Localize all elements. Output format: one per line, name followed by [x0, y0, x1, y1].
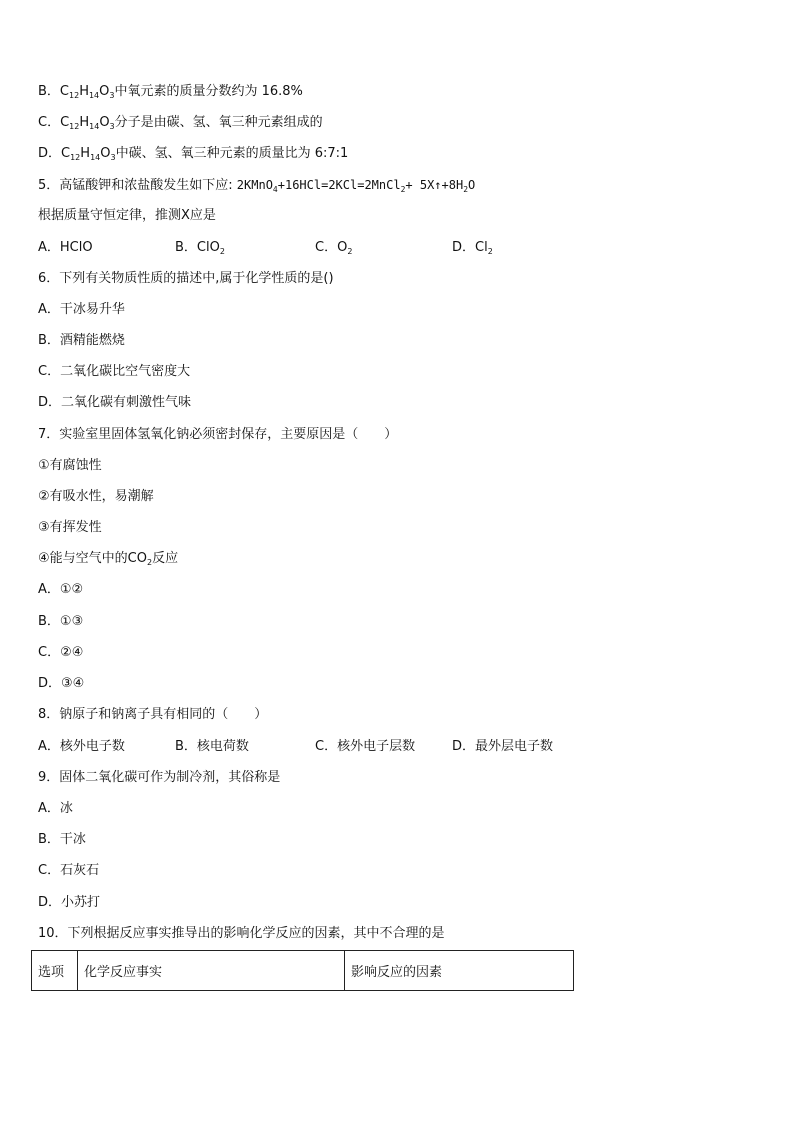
- q10-header-fact: 化学反应事实: [78, 951, 345, 991]
- q6-stem: 6．下列有关物质性质的描述中,属于化学性质的是(): [38, 271, 334, 286]
- q6-option-a: A．干冰易升华: [38, 302, 125, 317]
- q9-option-c: C．石灰石: [38, 863, 100, 878]
- q6-option-b: B．酒精能燃烧: [38, 333, 125, 348]
- q5-option-b: B．ClO$_2$: [175, 240, 225, 256]
- q4-option-c: C．$C_{12}H_{14}O_3$分子是由碳、氢、氧三种元素组成的: [38, 115, 323, 131]
- q5-options: [38, 240, 598, 256]
- q8-options: [38, 739, 598, 755]
- q4-option-b: B．$C_{12}H_{14}O_3$中氧元素的质量分数约为 16.8%: [38, 84, 303, 100]
- table-row: [32, 951, 574, 991]
- q9-option-d: D．小苏打: [38, 895, 101, 910]
- q10-table: [31, 950, 574, 991]
- q7-option-b: B．①③: [38, 614, 84, 629]
- q7-item-4: ④能与空气中的$CO_2$反应: [38, 551, 179, 567]
- q8-option-a: A．核外电子数: [38, 739, 125, 754]
- q8-option-c: C．核外电子层数: [315, 739, 416, 754]
- q5-line2: 根据质量守恒定律，推测X应是: [38, 208, 216, 223]
- q10-header-factor: 影响反应的因素: [345, 951, 574, 991]
- q7-option-a: A．①②: [38, 582, 84, 597]
- q7-item-3: ③有挥发性: [38, 520, 102, 535]
- q5-option-d: D．$Cl_2$: [452, 240, 493, 256]
- q5-option-a: A．HClO: [38, 240, 93, 255]
- q5-equation: 2KMnO$_4$+16HCl=2KCl=2MnCl$_2$+ $5X↑+8H_2O$: [236, 178, 476, 194]
- q8-option-b: B．核电荷数: [175, 739, 249, 754]
- q10-stem: 10．下列根据反应事实推导出的影响化学反应的因素，其中不合理的是: [38, 926, 445, 941]
- q7-option-d: D．③④: [38, 676, 85, 691]
- q10-header-option: 选项: [32, 951, 78, 991]
- q8-option-d: D．最外层电子数: [452, 739, 554, 754]
- q7-stem: 7．实验室里固体氢氧化钠必须密封保存，主要原因是（ ）: [38, 427, 398, 442]
- q9-option-b: B．干冰: [38, 832, 86, 847]
- q5-option-c: C．$O_2$: [315, 240, 353, 256]
- q6-option-d: D．二氧化碳有刺激性气味: [38, 395, 192, 410]
- q8-stem: 8．钠原子和钠离子具有相同的（ ）: [38, 707, 268, 722]
- q7-option-c: C．②④: [38, 645, 84, 660]
- q4-option-d: D．$C_{12}H_{14}O_3$中碳、氢、氧三种元素的质量比为 6:7:1: [38, 146, 349, 162]
- q9-stem: 9．固体二氧化碳可作为制冷剂，其俗称是: [38, 770, 281, 785]
- q5-stem: 5．高锰酸钾和浓盐酸发生如下应: 2KMnO$_4$+16HCl=2KCl=2MnCl$_2$+ $5X↑+8H_2O$: [38, 178, 476, 194]
- q9-option-a: A．冰: [38, 801, 73, 816]
- q7-item-1: ①有腐蚀性: [38, 458, 102, 473]
- q7-item-2: ②有吸水性，易潮解: [38, 489, 154, 504]
- q6-option-c: C．二氧化碳比空气密度大: [38, 364, 191, 379]
